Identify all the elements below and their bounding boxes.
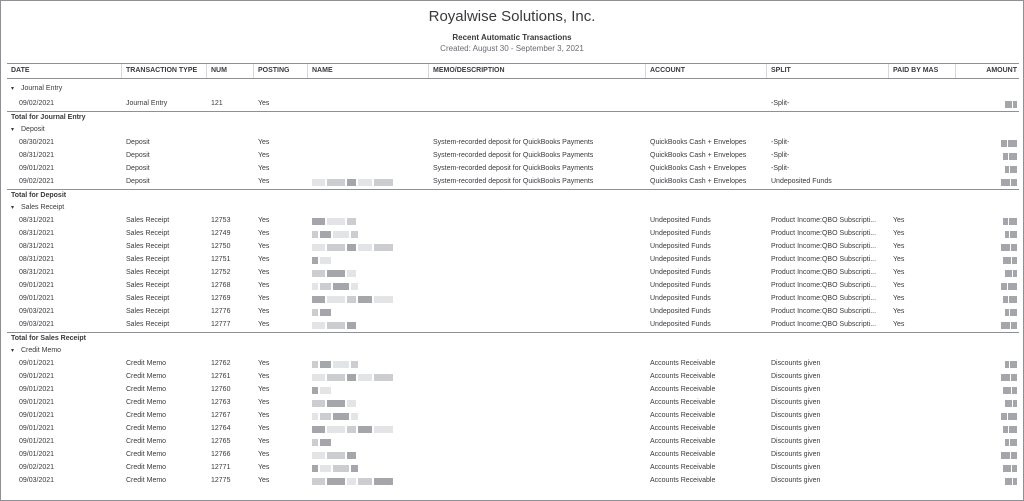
cell-transaction-type: Deposit <box>126 139 150 146</box>
table-row[interactable] <box>7 423 1019 436</box>
cell-transaction-type: Credit Memo <box>126 412 167 419</box>
cell-account: Accounts Receivable <box>650 412 716 419</box>
cell-transaction-type: Sales Receipt <box>126 243 170 250</box>
table-row[interactable] <box>7 293 1019 306</box>
cell-transaction-type: Sales Receipt <box>126 256 170 263</box>
column-divider[interactable] <box>206 64 207 78</box>
redacted-amount <box>1002 296 1017 303</box>
cell-posting: Yes <box>258 373 270 380</box>
cell-posting: Yes <box>258 165 270 172</box>
table-row[interactable] <box>7 163 1019 176</box>
table-row[interactable] <box>7 254 1019 267</box>
cell-transaction-type: Sales Receipt <box>126 217 170 224</box>
cell-num: 12760 <box>211 386 231 393</box>
cell-split: Product Income:QBO Subscripti... <box>771 282 877 289</box>
cell-split: Discounts given <box>771 412 821 419</box>
cell-paid-by-mas: Yes <box>893 295 905 302</box>
cell-posting: Yes <box>258 308 270 315</box>
cell-posting: Yes <box>258 399 270 406</box>
cell-account: Undeposited Funds <box>650 308 711 315</box>
cell-num: 12777 <box>211 321 231 328</box>
cell-split: Discounts given <box>771 373 821 380</box>
cell-posting: Yes <box>258 217 270 224</box>
cell-split: -Split- <box>771 100 790 107</box>
cell-split: Product Income:QBO Subscripti... <box>771 308 877 315</box>
cell-split: -Split- <box>771 165 790 172</box>
redacted-amount <box>1000 374 1017 381</box>
cell-date: 09/01/2021 <box>19 412 55 419</box>
cell-date: 09/01/2021 <box>19 399 55 406</box>
redacted-name <box>312 452 358 459</box>
cell-transaction-type: Sales Receipt <box>126 230 170 237</box>
cell-split: Discounts given <box>771 386 821 393</box>
cell-date: 09/01/2021 <box>19 373 55 380</box>
cell-transaction-type: Credit Memo <box>126 477 167 484</box>
cell-posting: Yes <box>258 256 270 263</box>
cell-posting: Yes <box>258 477 270 484</box>
cell-num: 12765 <box>211 438 231 445</box>
col-date[interactable]: DATE <box>11 67 30 74</box>
cell-posting: Yes <box>258 230 270 237</box>
group-label: Deposit <box>21 126 45 133</box>
cell-memo: System-recorded deposit for QuickBooks Payments <box>433 139 594 146</box>
redacted-name <box>312 231 360 238</box>
cell-account: Accounts Receivable <box>650 386 716 393</box>
cell-posting: Yes <box>258 295 270 302</box>
cell-split: Product Income:QBO Subscripti... <box>771 230 877 237</box>
cell-transaction-type: Sales Receipt <box>126 295 170 302</box>
cell-split: -Split- <box>771 139 790 146</box>
group-label: Journal Entry <box>21 85 63 92</box>
column-divider[interactable] <box>253 64 254 78</box>
cell-num: 12764 <box>211 425 231 432</box>
redacted-amount <box>1000 322 1017 329</box>
cell-date: 09/01/2021 <box>19 282 55 289</box>
redacted-amount <box>1002 257 1017 264</box>
table-row[interactable] <box>7 397 1019 410</box>
cell-transaction-type: Deposit <box>126 165 150 172</box>
redacted-amount <box>1000 179 1017 186</box>
cell-num: 12761 <box>211 373 231 380</box>
cell-date: 08/31/2021 <box>19 217 55 224</box>
group-label: Credit Memo <box>21 347 62 354</box>
column-divider[interactable] <box>888 64 889 78</box>
table-row[interactable] <box>7 475 1019 488</box>
cell-split: Product Income:QBO Subscripti... <box>771 243 877 250</box>
redacted-name <box>312 218 358 225</box>
col-num[interactable]: NUM <box>211 67 227 74</box>
cell-transaction-type: Sales Receipt <box>126 269 170 276</box>
table-row[interactable] <box>7 358 1019 371</box>
redacted-name <box>312 257 333 264</box>
cell-transaction-type: Credit Memo <box>126 373 167 380</box>
cell-transaction-type: Credit Memo <box>126 464 167 471</box>
cell-account: QuickBooks Cash + Envelopes <box>650 152 747 159</box>
cell-account: Undeposited Funds <box>650 230 711 237</box>
cell-transaction-type: Credit Memo <box>126 438 167 445</box>
cell-memo: System-recorded deposit for QuickBooks Payments <box>433 165 594 172</box>
cell-date: 08/31/2021 <box>19 230 55 237</box>
cell-transaction-type: Credit Memo <box>126 360 167 367</box>
redacted-name <box>312 478 395 485</box>
col-memo[interactable]: MEMO/DESCRIPTION <box>433 67 505 74</box>
cell-split: Undeposited Funds <box>771 178 832 185</box>
col-amount[interactable]: AMOUNT <box>986 67 1017 74</box>
cell-account: Undeposited Funds <box>650 321 711 328</box>
cell-account: Accounts Receivable <box>650 399 716 406</box>
cell-date: 09/01/2021 <box>19 360 55 367</box>
cell-posting: Yes <box>258 269 270 276</box>
cell-transaction-type: Deposit <box>126 178 150 185</box>
table-row[interactable] <box>7 462 1019 475</box>
redacted-amount <box>1002 218 1017 225</box>
cell-paid-by-mas: Yes <box>893 282 905 289</box>
cell-account: Undeposited Funds <box>650 217 711 224</box>
cell-num: 12775 <box>211 477 231 484</box>
column-divider[interactable] <box>955 64 956 78</box>
cell-posting: Yes <box>258 425 270 432</box>
cell-num: 12750 <box>211 243 231 250</box>
column-divider[interactable] <box>766 64 767 78</box>
redacted-name <box>312 400 358 407</box>
cell-num: 12771 <box>211 464 231 471</box>
redacted-amount <box>1004 270 1017 277</box>
cell-account: Undeposited Funds <box>650 295 711 302</box>
cell-paid-by-mas: Yes <box>893 308 905 315</box>
col-split[interactable]: SPLIT <box>771 67 791 74</box>
table-row[interactable] <box>7 371 1019 384</box>
redacted-name <box>312 322 358 329</box>
cell-posting: Yes <box>258 139 270 146</box>
redacted-amount <box>1002 153 1017 160</box>
cell-paid-by-mas: Yes <box>893 269 905 276</box>
cell-date: 09/02/2021 <box>19 178 55 185</box>
redacted-amount <box>1000 244 1017 251</box>
group-total-row <box>7 189 1019 203</box>
cell-num: 12776 <box>211 308 231 315</box>
cell-posting: Yes <box>258 178 270 185</box>
cell-date: 09/01/2021 <box>19 451 55 458</box>
cell-date: 09/02/2021 <box>19 464 55 471</box>
cell-split: Discounts given <box>771 477 821 484</box>
cell-posting: Yes <box>258 100 270 107</box>
redacted-amount <box>1000 413 1017 420</box>
cell-paid-by-mas: Yes <box>893 230 905 237</box>
redacted-amount <box>1000 140 1017 147</box>
redacted-name <box>312 309 333 316</box>
cell-date: 09/03/2021 <box>19 321 55 328</box>
cell-paid-by-mas: Yes <box>893 243 905 250</box>
redacted-name <box>312 413 360 420</box>
cell-num: 121 <box>211 100 223 107</box>
cell-date: 09/01/2021 <box>19 425 55 432</box>
col-transaction-type[interactable]: TRANSACTION TYPE <box>126 67 198 74</box>
cell-split: Discounts given <box>771 438 821 445</box>
caret-down-icon[interactable]: ▾ <box>11 348 15 354</box>
column-header-row <box>7 63 1019 79</box>
report-date-range: Created: August 30 - September 3, 2021 <box>440 44 584 53</box>
redacted-amount <box>1004 478 1017 485</box>
group-total-row <box>7 332 1019 346</box>
cell-split: -Split- <box>771 152 790 159</box>
cell-transaction-type: Sales Receipt <box>126 308 170 315</box>
cell-num: 12762 <box>211 360 231 367</box>
cell-num: 12769 <box>211 295 231 302</box>
cell-account: Accounts Receivable <box>650 373 716 380</box>
cell-split: Product Income:QBO Subscripti... <box>771 269 877 276</box>
cell-paid-by-mas: Yes <box>893 217 905 224</box>
table-row[interactable] <box>7 384 1019 397</box>
table-row[interactable] <box>7 215 1019 228</box>
cell-posting: Yes <box>258 464 270 471</box>
cell-date: 08/30/2021 <box>19 139 55 146</box>
cell-memo: System-recorded deposit for QuickBooks Payments <box>433 152 594 159</box>
cell-num: 12753 <box>211 217 231 224</box>
cell-transaction-type: Sales Receipt <box>126 282 170 289</box>
cell-split: Discounts given <box>771 451 821 458</box>
cell-posting: Yes <box>258 152 270 159</box>
cell-date: 09/01/2021 <box>19 438 55 445</box>
redacted-name <box>312 465 360 472</box>
table-row[interactable] <box>7 150 1019 163</box>
cell-posting: Yes <box>258 438 270 445</box>
column-divider[interactable] <box>307 64 308 78</box>
cell-date: 09/01/2021 <box>19 165 55 172</box>
col-paid-by-mas[interactable]: PAID BY MAS <box>893 67 939 74</box>
redacted-name <box>312 296 395 303</box>
table-row[interactable] <box>7 267 1019 280</box>
cell-account: QuickBooks Cash + Envelopes <box>650 165 747 172</box>
caret-down-icon[interactable]: ▾ <box>11 205 15 211</box>
table-row[interactable] <box>7 280 1019 293</box>
cell-split: Discounts given <box>771 399 821 406</box>
column-divider[interactable] <box>645 64 646 78</box>
group-total-label: Total for Journal Entry <box>11 114 86 121</box>
cell-num: 12768 <box>211 282 231 289</box>
cell-account: Undeposited Funds <box>650 243 711 250</box>
cell-transaction-type: Credit Memo <box>126 425 167 432</box>
redacted-name <box>312 283 360 290</box>
redacted-amount <box>1004 166 1017 173</box>
group-label: Sales Receipt <box>21 204 65 211</box>
cell-posting: Yes <box>258 321 270 328</box>
cell-account: QuickBooks Cash + Envelopes <box>650 139 747 146</box>
cell-memo: System-recorded deposit for QuickBooks Payments <box>433 178 594 185</box>
col-posting[interactable]: POSTING <box>258 67 290 74</box>
redacted-amount <box>1002 387 1017 394</box>
cell-num: 12749 <box>211 230 231 237</box>
report-header <box>1 1 1023 54</box>
caret-down-icon[interactable]: ▾ <box>11 86 15 92</box>
column-divider[interactable] <box>121 64 122 78</box>
cell-split: Discounts given <box>771 360 821 367</box>
cell-date: 09/03/2021 <box>19 477 55 484</box>
company-name: Royalwise Solutions, Inc. <box>428 8 596 25</box>
cell-account: Accounts Receivable <box>650 425 716 432</box>
cell-date: 09/02/2021 <box>19 100 55 107</box>
cell-transaction-type: Journal Entry <box>126 100 168 107</box>
redacted-name <box>312 244 395 251</box>
table-row[interactable] <box>7 176 1019 189</box>
cell-split: Product Income:QBO Subscripti... <box>771 295 877 302</box>
table-row[interactable] <box>7 306 1019 319</box>
cell-account: Accounts Receivable <box>650 451 716 458</box>
cell-account: Accounts Receivable <box>650 438 716 445</box>
cell-paid-by-mas: Yes <box>893 256 905 263</box>
cell-account: Undeposited Funds <box>650 256 711 263</box>
table-row[interactable] <box>7 436 1019 449</box>
group-total-label: Total for Sales Receipt <box>11 335 86 342</box>
cell-num: 12766 <box>211 451 231 458</box>
cell-date: 08/31/2021 <box>19 243 55 250</box>
cell-transaction-type: Sales Receipt <box>126 321 170 328</box>
cell-split: Discounts given <box>771 464 821 471</box>
cell-paid-by-mas: Yes <box>893 321 905 328</box>
redacted-name <box>312 374 395 381</box>
redacted-name <box>312 387 333 394</box>
cell-num: 12751 <box>211 256 231 263</box>
redacted-name <box>312 439 333 446</box>
redacted-amount <box>1000 452 1017 459</box>
cell-account: QuickBooks Cash + Envelopes <box>650 178 747 185</box>
redacted-name <box>312 361 360 368</box>
cell-account: Accounts Receivable <box>650 360 716 367</box>
caret-down-icon[interactable]: ▾ <box>11 127 15 133</box>
col-name[interactable]: NAME <box>312 67 333 74</box>
cell-split: Product Income:QBO Subscripti... <box>771 217 877 224</box>
redacted-name <box>312 270 358 277</box>
redacted-amount <box>1004 439 1017 446</box>
cell-date: 08/31/2021 <box>19 152 55 159</box>
table-row[interactable] <box>7 98 1019 111</box>
cell-posting: Yes <box>258 243 270 250</box>
cell-date: 09/01/2021 <box>19 295 55 302</box>
redacted-amount <box>1002 426 1017 433</box>
cell-date: 09/01/2021 <box>19 386 55 393</box>
cell-num: 12752 <box>211 269 231 276</box>
table-row[interactable] <box>7 319 1019 332</box>
group-total-row <box>7 111 1019 125</box>
redacted-amount <box>1002 465 1017 472</box>
cell-date: 08/31/2021 <box>19 269 55 276</box>
cell-transaction-type: Credit Memo <box>126 386 167 393</box>
cell-posting: Yes <box>258 282 270 289</box>
group-total-label: Total for Deposit <box>11 192 67 199</box>
cell-account: Accounts Receivable <box>650 477 716 484</box>
cell-date: 08/31/2021 <box>19 256 55 263</box>
table-row[interactable] <box>7 410 1019 423</box>
cell-posting: Yes <box>258 386 270 393</box>
redacted-name <box>312 179 395 186</box>
cell-posting: Yes <box>258 412 270 419</box>
cell-account: Undeposited Funds <box>650 269 711 276</box>
cell-split: Discounts given <box>771 425 821 432</box>
redacted-amount <box>1004 400 1017 407</box>
cell-num: 12763 <box>211 399 231 406</box>
cell-num: 12767 <box>211 412 231 419</box>
table-row[interactable] <box>7 449 1019 462</box>
table-row[interactable] <box>7 241 1019 254</box>
cell-transaction-type: Deposit <box>126 152 150 159</box>
cell-transaction-type: Credit Memo <box>126 399 167 406</box>
redacted-amount <box>1004 231 1017 238</box>
cell-account: Accounts Receivable <box>650 464 716 471</box>
column-divider[interactable] <box>428 64 429 78</box>
redacted-amount <box>1004 361 1017 368</box>
redacted-name <box>312 426 395 433</box>
redacted-amount <box>1000 283 1017 290</box>
col-account[interactable]: ACCOUNT <box>650 67 685 74</box>
table-row[interactable] <box>7 228 1019 241</box>
cell-account: Undeposited Funds <box>650 282 711 289</box>
redacted-amount <box>1004 309 1017 316</box>
cell-transaction-type: Credit Memo <box>126 451 167 458</box>
cell-posting: Yes <box>258 360 270 367</box>
cell-split: Product Income:QBO Subscripti... <box>771 321 877 328</box>
redacted-amount <box>1004 101 1017 108</box>
table-row[interactable] <box>7 137 1019 150</box>
cell-posting: Yes <box>258 451 270 458</box>
cell-date: 09/03/2021 <box>19 308 55 315</box>
report-title: Recent Automatic Transactions <box>452 33 572 42</box>
cell-split: Product Income:QBO Subscripti... <box>771 256 877 263</box>
